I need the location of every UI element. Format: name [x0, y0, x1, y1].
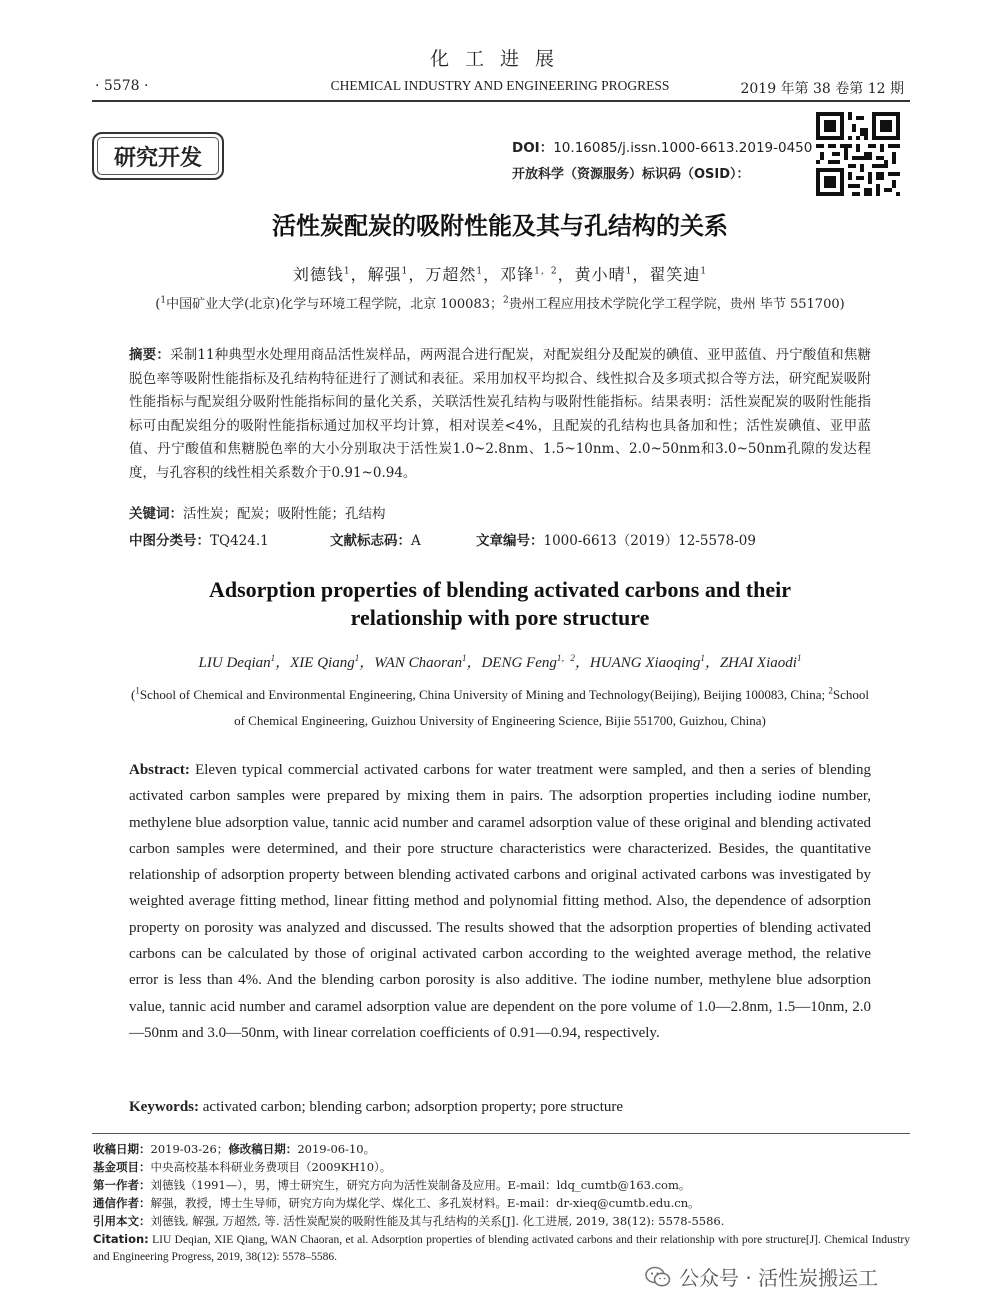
journal-title-cn: 化工进展 [429, 48, 570, 70]
abstract-en-text: Eleven typical commercial activated carbons for water treatment were sampled, and then a series of blending activated carbon samples were prepared by mixing them in pairs. The adsorption properties including iodine number, methylene blue adsorption value, tannic acid number and caramel adsorption value of these original and blending activated carbon samples were determined, and their pore structure characteristics were characterized. Besides, the quantitative relationship of adsorption property between blending activated carbons and original activated carbons was investigated by weighted average fitting method, linear fitting method and polynomial fitting method. Also, the dependence of adsorption property on porosity was analyzed and discussed. The results showed that the adsorption properties of blending activated carbons can be calculated by those of original activated carbon according to the weighted average method, the relative error is less than 4%. And the blending carbon porosity is also additive. The iodine number, methylene blue adsorption value, tannic acid number and caramel adsorption value are dependent on the pore volume of 1.0—2.8nm, 1.5—10nm, 2.0—50nm and 3.0—50nm, with linear correlation coefficients of 0.91—0.94, respectively. [129, 762, 871, 1041]
cite-en-text: LIU Deqian, XIE Qiang, WAN Chaoran, et al. Adsorption properties of blending activated carbons and their relationship with pore structure[J]. Chemical Industry and Engineering Progress, 2019, 38(12): 5578–5586. [93, 1234, 910, 1263]
cite-en-label: Citation: [93, 1232, 149, 1246]
qr-code-icon[interactable] [816, 112, 900, 196]
keywords-cn-label: 关键词： [129, 506, 183, 522]
affiliation-en-2: School of Chemical Engineering, Guizhou University of Engineering Science, Bijie 551700, Guizhou, China) [234, 687, 869, 728]
clc-label: 中图分类号： [129, 533, 210, 549]
footnote-fund [93, 1159, 910, 1176]
author-en-name: DENG Feng [481, 655, 557, 671]
watermark-text: 公众号 · 活性炭搬运工 [679, 1266, 879, 1290]
section-stamp: 研究开发 [92, 132, 224, 180]
footnote-cite-en [93, 1231, 910, 1266]
corresponding-text[interactable]: 解强，教授，博士生导师，研究方向为煤化学、煤化工、多孔炭材料。E-mail：dr-xieq@cumtb.edu.cn。 [150, 1196, 700, 1210]
received-label: 收稿日期： [93, 1142, 151, 1156]
journal-title-en: CHEMICAL INDUSTRY AND ENGINEERING PROGRESS [330, 78, 670, 93]
article-no-label: 文章编号： [476, 533, 544, 549]
author-en-affil-mark: 1 [270, 653, 276, 663]
cite-cn-text: 刘德钱, 解强, 万超然, 等. 活性炭配炭的吸附性能及其与孔结构的关系[J]. 化工进展, 2019, 38(12): 5578-5586. [150, 1214, 725, 1228]
abstract-en-label: Abstract: [129, 762, 190, 778]
author-list-cn: 刘德钱$^1$，解强$^1$，万超然$^1$，邓锋$^{1,2}$，黄小晴$^1$，翟笑迪$^1$ [292, 265, 708, 284]
header-rule [92, 100, 910, 102]
author-en-affil-mark: 1 [354, 653, 360, 663]
abstract-en [129, 757, 871, 1046]
author-en-name: WAN Chaoran [374, 655, 462, 671]
author-en-affil-mark: 1，2 [556, 653, 575, 663]
keywords-cn [129, 502, 386, 522]
author-cn-affil-mark: 1 [625, 266, 633, 277]
corresponding-label: 通信作者： [93, 1196, 151, 1210]
author-en-affil-mark: 1 [700, 653, 705, 663]
fund-text: 中央高校基本科研业务费项目（2009KH10）。 [150, 1160, 392, 1174]
author-cn-affil-mark: 1 [401, 266, 409, 277]
osid-label: 开放科学（资源服务）标识码（OSID）： [512, 167, 750, 182]
author-cn-name: 黄小晴 [574, 265, 626, 284]
issue-info: 2019 年第 38 卷第 12 期 [740, 81, 904, 97]
title-en-line-2: relationship with pore structure [350, 605, 650, 630]
first-author-text[interactable]: 刘德钱（1991—），男，博士研究生，研究方向为活性炭制备及应用。E-mail：ldq_cumtb@163.com。 [150, 1178, 691, 1192]
keywords-en [129, 1099, 623, 1116]
author-list-en: LIU Deqian$^1$，XIE Qiang$^1$，WAN Chaoran$^1$，DENG Feng$^{1,2}$，HUANG Xiaoqing$^1$，ZHAI Xiaodi$^1$ [198, 653, 802, 671]
page-number: · 5578 · [95, 78, 149, 94]
author-en-name: XIE Qiang [290, 655, 355, 671]
author-cn-affil-mark: 1，2 [534, 266, 558, 277]
clc-value: TQ424.1 [210, 533, 269, 549]
affiliation-en-1: School of Chemical and Environmental Engineering, China University of Mining and Technology(Beijing), Beijing 100083, China; [139, 687, 829, 702]
fund-label: 基金项目： [93, 1160, 151, 1174]
author-cn-name: 解强 [367, 265, 402, 284]
author-en-name: ZHAI Xiaodi [719, 655, 797, 671]
footnote-first-author [93, 1177, 910, 1194]
author-cn-affil-mark: 1 [476, 266, 484, 277]
author-cn-name: 刘德钱 [292, 265, 344, 284]
abstract-cn-text: 采制11种典型水处理用商品活性炭样品，两两混合进行配炭，对配炭组分及配炭的碘值、亚甲蓝值、丹宁酸值和焦糖脱色率等吸附性能指标及孔结构特征进行了测试和表征。采用加权平均拟合、线性拟合及多项式拟合等方法，研究配炭吸附性能指标与配炭组分吸附性能指标间的量化关系，关联活性炭孔结构与吸附性能指标。结果表明：活性炭配炭的吸附性能指标可由配炭组分的吸附性能指标通过加权平均计算，相对误差<4%，且配炭的孔结构也具备加和性；活性炭碘值、亚甲蓝值、丹宁酸值和焦糖脱色率的大小分别取决于活性炭1.0~2.8nm、1.5~10nm、2.0~50nm和3.0~50nm孔隙的发达程度，与孔容积的线性相关系数介于0.91~0.94。 [129, 347, 871, 481]
first-author-label: 第一作者： [93, 1178, 151, 1192]
footnote-corresponding [93, 1195, 910, 1212]
article-title-en [0, 576, 1000, 632]
author-cn-affil-mark: 1 [343, 266, 351, 277]
classification-row [129, 529, 871, 549]
wechat-icon [645, 1266, 671, 1288]
author-en-name: LIU Deqian [198, 655, 271, 671]
keywords-en-label: Keywords: [129, 1099, 199, 1115]
abstract-cn [129, 344, 871, 485]
author-en-affil-mark: 1 [796, 653, 802, 663]
received-date: 2019-03-26； [150, 1142, 229, 1156]
affiliation-cn-2: 贵州工程应用技术学院化学工程学院，贵州 毕节 551700 [508, 297, 840, 312]
doi[interactable] [512, 136, 812, 156]
author-cn-affil-mark: 1 [700, 266, 708, 277]
revised-date: 2019-06-10。 [297, 1142, 376, 1156]
keywords-en-text: activated carbon; blending carbon; adsorption property; pore structure [202, 1099, 624, 1115]
footnote-rule [92, 1133, 910, 1134]
author-cn-name: 翟笑迪 [649, 265, 701, 284]
revised-label: 修改稿日期： [228, 1142, 298, 1156]
doi-label: DOI： [512, 140, 554, 156]
cite-cn-label: 引用本文： [93, 1214, 151, 1228]
footnote-dates [93, 1141, 910, 1158]
affiliation-en: ($^1$School of Chemical and Environmental Engineering, China University of Mining and Technology(Beijing), Beijing 100083, China; $^2$School of Chemical Engineering, Guizhou University of Engineering Science, Bijie 551700, Guizhou, China) [131, 685, 869, 728]
author-cn-name: 邓锋 [500, 265, 535, 284]
title-en-line-1: Adsorption properties of blending activated carbons and their [208, 577, 791, 602]
footnote-cite-cn [93, 1213, 910, 1230]
affiliation-cn-1: 中国矿业大学(北京)化学与环境工程学院，北京 100083； [166, 297, 503, 312]
abstract-cn-label: 摘要： [129, 347, 171, 363]
doi-value[interactable]: 10.16085/j.issn.1000-6613.2019-0450 [553, 140, 813, 156]
keywords-cn-text: 活性炭；配炭；吸附性能；孔结构 [183, 506, 386, 522]
doc-code-value: A [411, 533, 421, 549]
doc-code-label: 文献标志码： [330, 533, 411, 549]
watermark [645, 1262, 878, 1291]
author-en-name: HUANG Xiaoqing [589, 655, 701, 671]
article-no-value: 1000-6613（2019）12-5578-09 [543, 533, 756, 549]
author-cn-name: 万超然 [425, 265, 477, 284]
author-en-affil-mark: 1 [461, 653, 467, 663]
affiliation-cn: ($^1$中国矿业大学(北京)化学与环境工程学院，北京 100083；$^2$贵州工程应用技术学院化学工程学院，贵州 毕节 551700) [155, 295, 845, 312]
article-title-cn: 活性炭配炭的吸附性能及其与孔结构的关系 [272, 212, 728, 240]
